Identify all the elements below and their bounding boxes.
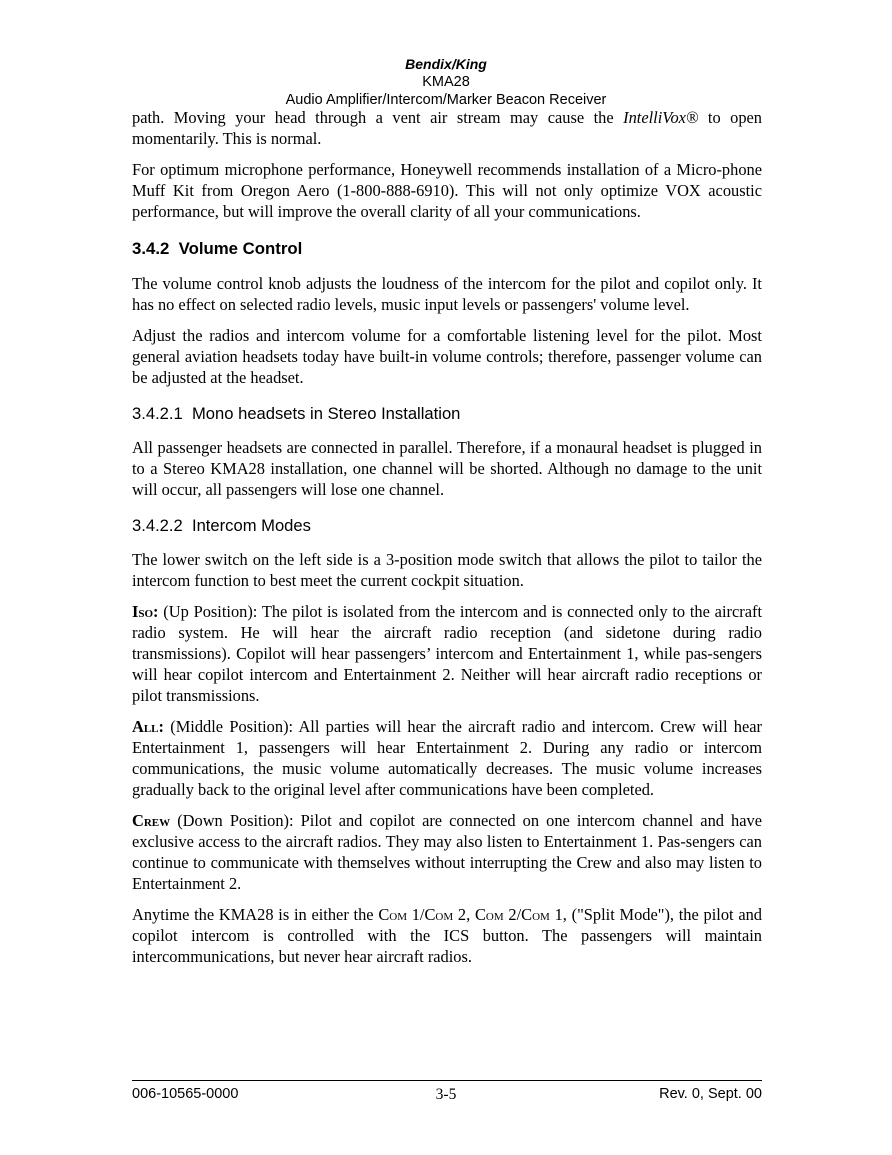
paragraph-continued — [132, 107, 762, 149]
split-text: 2/ — [503, 905, 522, 924]
header-brand: Bendix/King — [405, 56, 487, 72]
section-heading-volume-control: 3.4.2 Volume Control — [132, 239, 303, 258]
crew-mode-label: Crew — [132, 811, 171, 830]
footer-page-number: 3-5 — [435, 1086, 457, 1103]
footer-revision: Rev. 0, Sept. 00 — [659, 1086, 762, 1102]
paragraph-intercom-modes: The lower switch on the left side is a 3-position mode switch that allows the pilot to tailor the intercom function to best meet the current cockpit situation. — [132, 550, 762, 590]
com-term: Com — [521, 905, 550, 924]
iso-mode-label: Iso: — [132, 602, 159, 621]
split-text: 1, ("Split Mode"), the pilot and copilot intercom is controlled with the ICS button. The passengers will maintain intercommunications, but never hear aircraft radios. — [132, 905, 762, 966]
paragraph-text: to open momentarily. This is normal. — [132, 108, 762, 148]
all-mode-text: (Middle Position): All parties will hear the aircraft radio and intercom. Crew will hear Entertainment 1, passengers will hear Entertainment 2. During any radio or intercom communications, the music volume automatically decreases. The music volume increases gradually back to the original level after communications have been completed. — [132, 717, 762, 799]
paragraph-volume-adjust: Adjust the radios and intercom volume for a comfortable listening level for the pilot. Most general aviation headsets today have built-in volume controls; therefore, passenger volume can be adjusted at the headset. — [132, 326, 762, 387]
paragraph-volume-knob: The volume control knob adjusts the loudness of the intercom for the pilot and copilot only. It has no effect on selected radio levels, music input levels or passengers' volume level. — [132, 274, 762, 314]
subsection-heading-mono-headsets: 3.4.2.1 Mono headsets in Stereo Installation — [132, 404, 461, 423]
paragraph-text: path. Moving your head through a vent air stream may cause the — [132, 108, 624, 127]
crew-mode-text: (Down Position): Pilot and copilot are connected on one intercom channel and have exclusive access to the aircraft radios. They may also listen to Entertainment 1. Pas-sengers can continue to communicate with themselves without interrupting the Crew and also may listen to Entertainment 2. — [132, 811, 762, 893]
paragraph-crew-mode — [132, 810, 762, 894]
split-text: 1/ — [406, 905, 425, 924]
paragraph-mono-headsets: All passenger headsets are connected in parallel. Therefore, if a monaural headset is plugged in to a Stereo KMA28 installation, one channel will be shorted. Although no damage to the unit will occur, all passengers will lose one channel. — [132, 438, 762, 499]
paragraph-split-mode — [132, 904, 762, 967]
iso-mode-text: (Up Position): The pilot is isolated from the intercom and is connected only to the aircraft radio system. He will hear the aircraft radio reception (and sidetone during radio transmissions). Copilot will hear passengers’ intercom and Entertainment 1, while pas-sengers will hear copilot intercom and Entertainment 2. Neither will hear aircraft radio receptions or pilot transmissions. — [132, 602, 762, 705]
header-model: KMA28 — [422, 74, 470, 90]
intellivox-term: IntelliVox® — [623, 108, 699, 127]
header-subtitle: Audio Amplifier/Intercom/Marker Beacon Receiver — [285, 92, 607, 108]
paragraph-all-mode — [132, 716, 762, 800]
com-term: Com — [378, 905, 407, 924]
split-text: 2, — [453, 905, 475, 924]
footer-doc-number: 006-10565-0000 — [132, 1086, 239, 1102]
paragraph-iso-mode — [132, 601, 762, 706]
document-body — [132, 107, 762, 977]
all-mode-label: All: — [132, 717, 164, 736]
footer-divider — [132, 1080, 762, 1081]
subsection-heading-intercom-modes: 3.4.2.2 Intercom Modes — [132, 516, 311, 535]
split-text: Anytime the KMA28 is in either the — [132, 905, 379, 924]
paragraph-optimum-microphone: For optimum microphone performance, Honeywell recommends installation of a Micro-phone Muff Kit from Oregon Aero (1-800-888-6910). This will not only optimize VOX acoustic performance, but will improve the overall clarity of all your communications. — [132, 160, 762, 221]
com-term: Com — [474, 905, 504, 924]
com-term: Com — [424, 905, 454, 924]
